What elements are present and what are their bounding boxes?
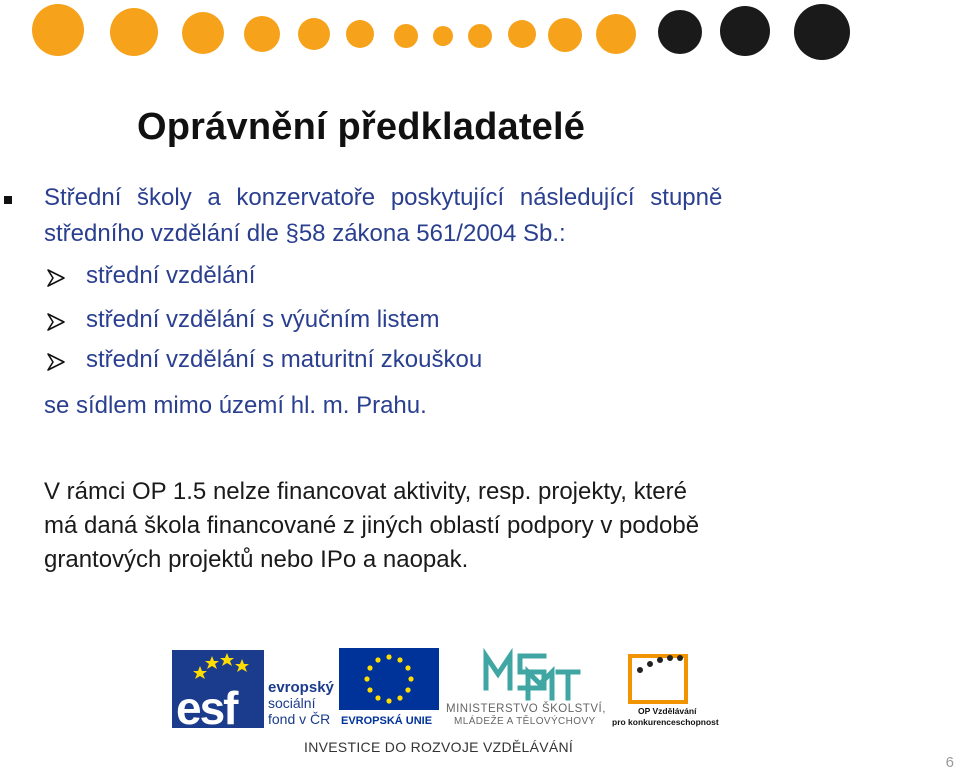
- arrow-bullet-icon: [46, 312, 66, 332]
- dot-dark-1: [658, 10, 702, 54]
- msmt-text-2: MLÁDEŽE A TĚLOVÝCHOVY: [454, 716, 596, 727]
- dot-dark-3: [794, 4, 850, 60]
- dot-orange-1: [32, 4, 84, 56]
- op-text-2: pro konkurenceschopnost: [612, 717, 719, 727]
- dot-orange-9: [468, 24, 492, 48]
- arrow-bullet-icon: [46, 352, 66, 372]
- page-title: Oprávnění předkladatelé: [137, 106, 586, 148]
- list-item-label: střední vzdělání: [86, 262, 256, 289]
- decorative-dots-row: [0, 0, 960, 70]
- seat-condition: se sídlem mimo území hl. m. Prahu.: [44, 392, 427, 419]
- note-line-1: V rámci OP 1.5 nelze financovat aktivity, resp. projekty, které: [44, 478, 687, 505]
- dot-orange-12: [596, 14, 636, 54]
- list-item-label: střední vzdělání s maturitní zkouškou: [86, 346, 483, 373]
- dot-orange-4: [244, 16, 280, 52]
- msmt-text-1: MINISTERSTVO ŠKOLSTVÍ,: [446, 703, 606, 715]
- footer-slogan: INVESTICE DO ROZVOJE VZDĚLÁVÁNÍ: [304, 739, 574, 755]
- dot-orange-3: [182, 12, 224, 54]
- esf-text-2: sociální: [268, 695, 316, 711]
- esf-logo: [172, 650, 334, 728]
- eu-text: EVROPSKÁ UNIE: [341, 715, 433, 727]
- esf-text-1: evropský: [268, 679, 334, 696]
- arrow-bullet-icon: [46, 268, 66, 288]
- note-line-2: má daná škola financované z jiných oblastí podpory v podobě: [44, 512, 700, 539]
- dot-orange-8: [433, 26, 453, 46]
- list-item-label: střední vzdělání s výučním listem: [86, 306, 440, 333]
- esf-text-3: fond v ČR: [268, 711, 331, 727]
- eu-flag-logo: [339, 648, 439, 728]
- note-line-3: grantových projektů nebo IPo a naopak.: [44, 546, 469, 573]
- msmt-logo: [446, 648, 606, 728]
- op-vzdelavani-logo: [610, 648, 720, 728]
- dot-orange-7: [394, 24, 418, 48]
- intro-line-2: středního vzdělání dle §58 zákona 561/2004 Sb.:: [44, 220, 566, 247]
- dot-orange-2: [110, 8, 158, 56]
- square-bullet-icon: [4, 196, 12, 204]
- dot-orange-5: [298, 18, 330, 50]
- dot-orange-6: [346, 20, 374, 48]
- dot-orange-11: [548, 18, 582, 52]
- dot-dark-2: [720, 6, 770, 56]
- dot-orange-10: [508, 20, 536, 48]
- op-text-1: OP Vzdělávání: [638, 706, 697, 716]
- page-number: 6: [945, 754, 954, 771]
- esf-mark: esf: [176, 682, 237, 728]
- intro-line-1: Střední školy a konzervatoře poskytující následující stupně: [44, 184, 723, 211]
